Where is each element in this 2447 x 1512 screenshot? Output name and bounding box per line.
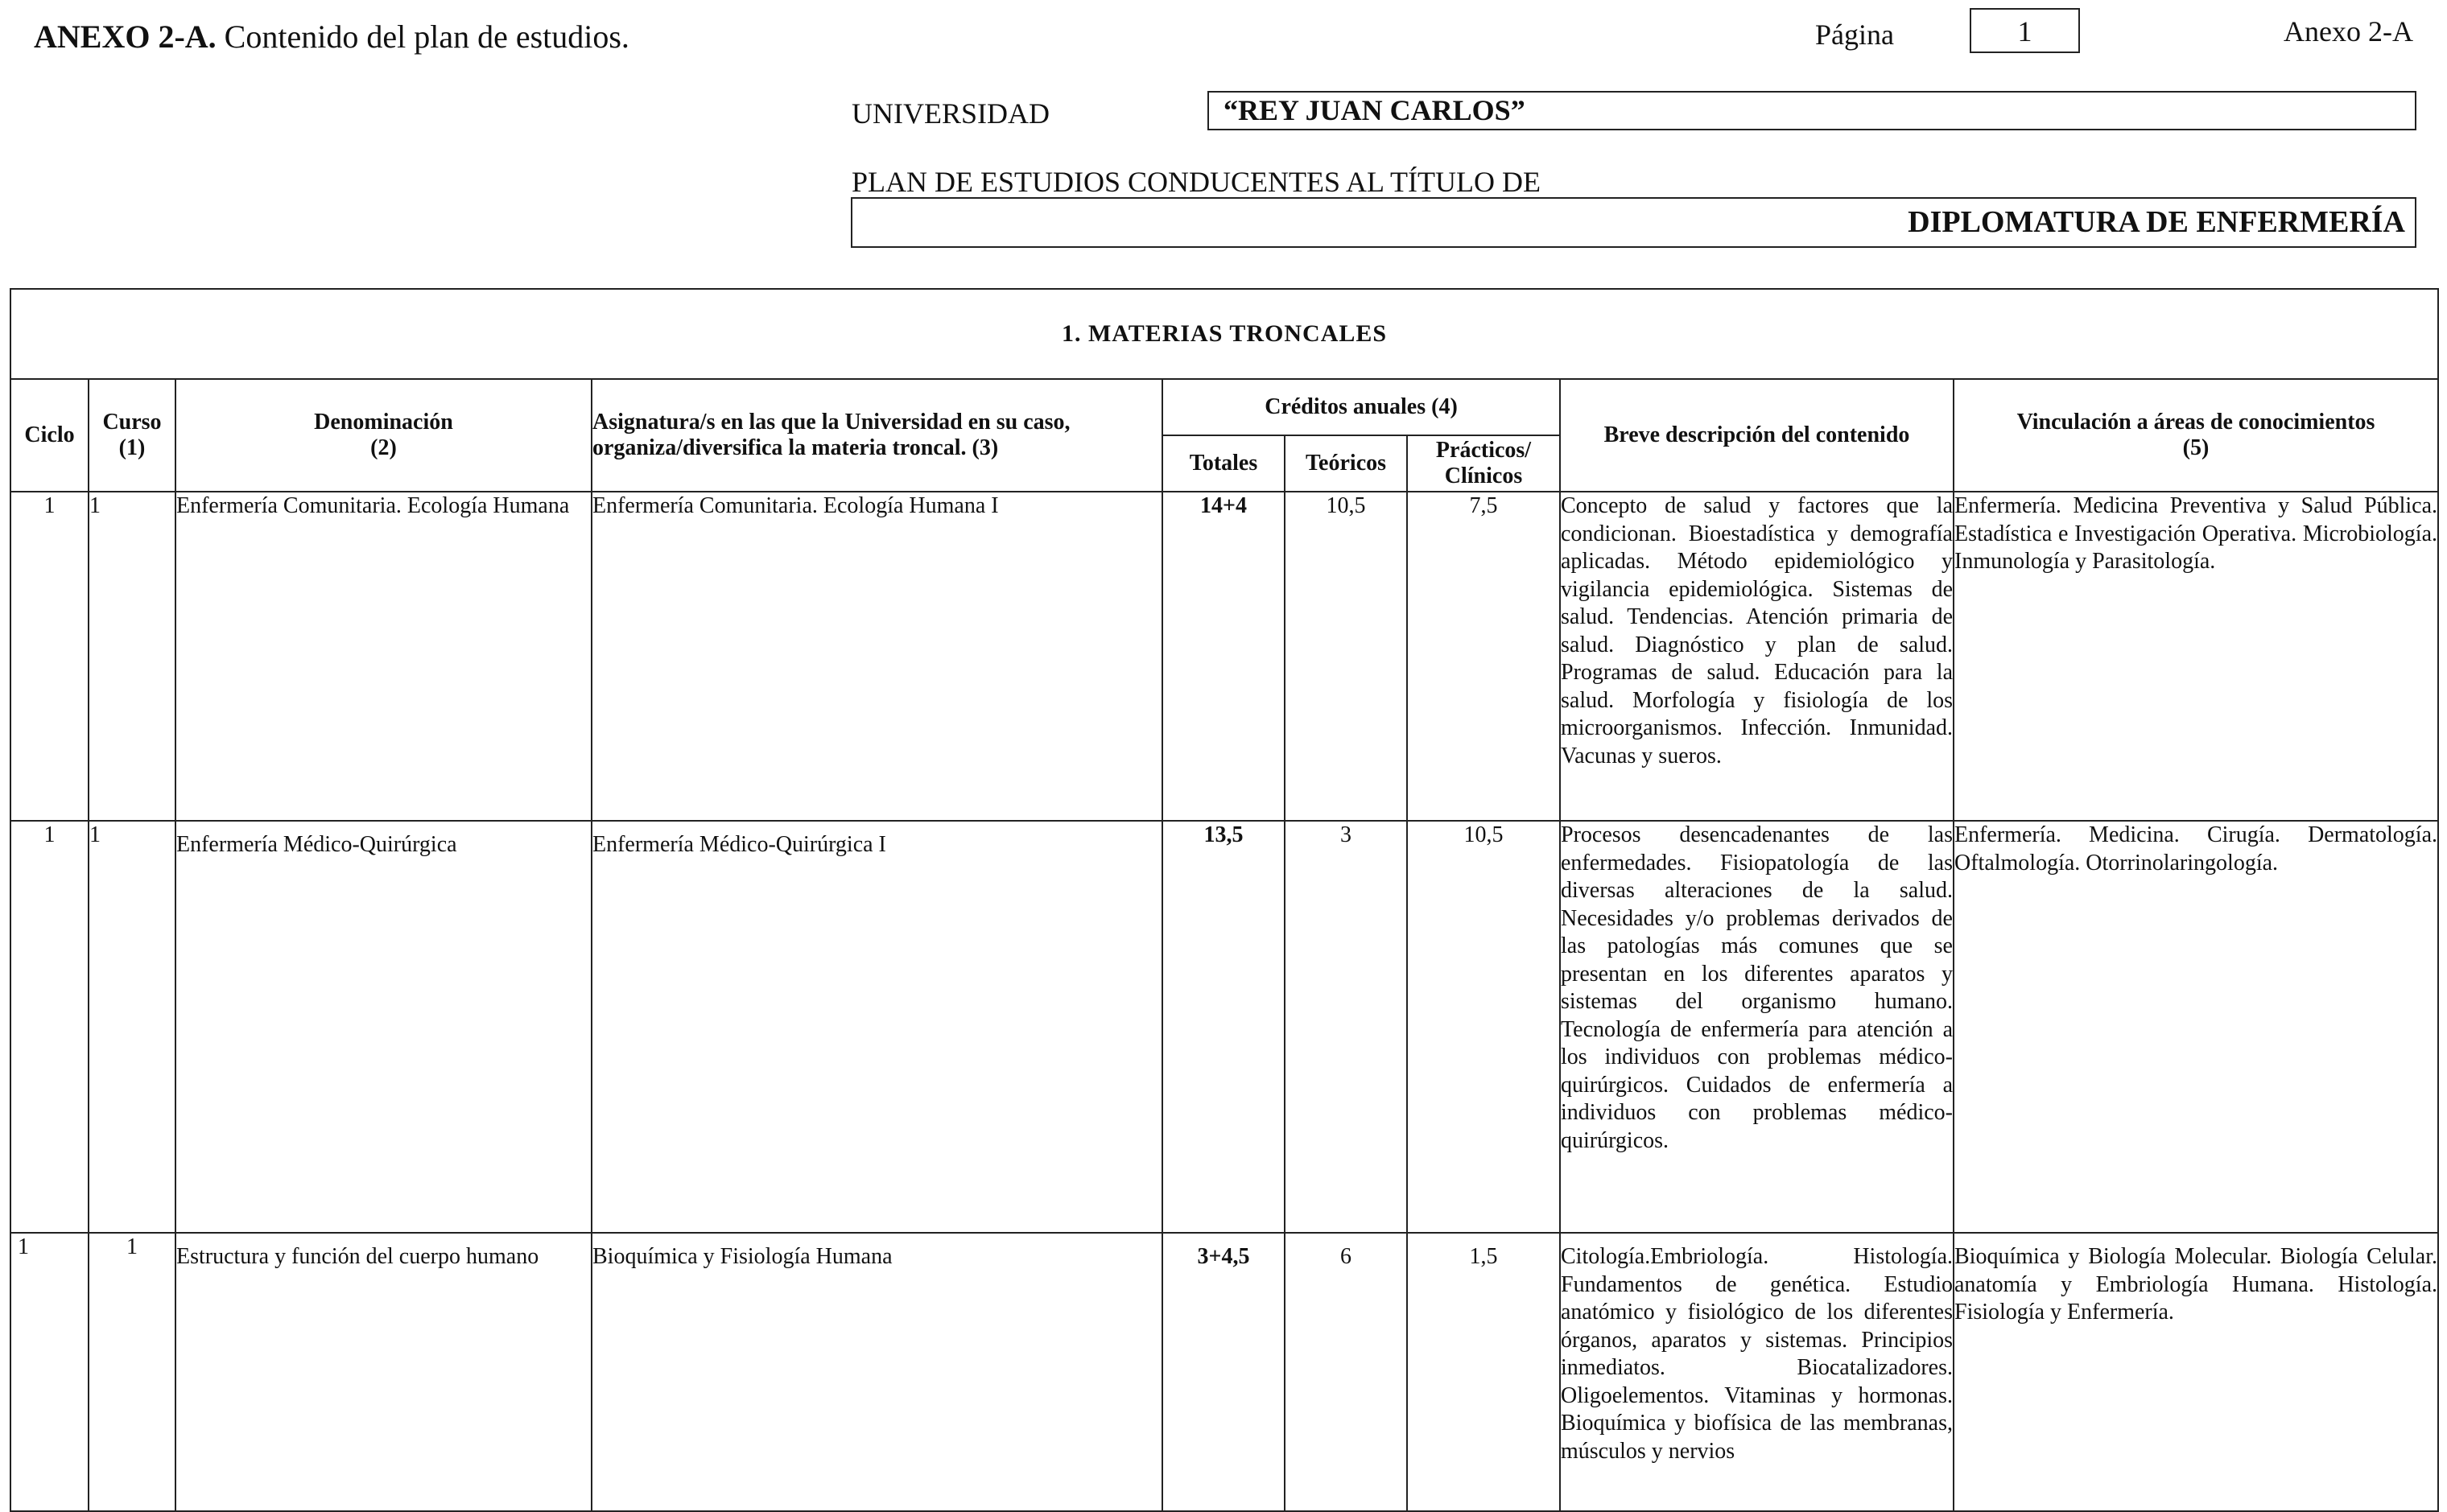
header-totales: Totales bbox=[1162, 435, 1285, 492]
cell-totales: 14+4 bbox=[1162, 492, 1285, 821]
materias-troncales-table bbox=[10, 288, 2439, 1512]
cell-practicos: 10,5 bbox=[1407, 821, 1560, 1233]
cell-vinculacion: Bioquímica y Biología Molecular. Biología Celular. anatomía y Embriología Humana. Histología. Fisiología y Enfermería. bbox=[1954, 1233, 2438, 1511]
document-title bbox=[34, 18, 629, 56]
university-label: UNIVERSIDAD bbox=[852, 97, 1050, 130]
cell-vinculacion: Enfermería. Medicina. Cirugía. Dermatología. Oftalmología. Otorrinolaringología. bbox=[1954, 821, 2438, 1233]
header-denominacion-label: Denominación bbox=[314, 410, 453, 435]
cell-asignatura: Enfermería Médico-Quirúrgica I bbox=[592, 821, 1162, 1233]
header-descripcion: Breve descripción del contenido bbox=[1560, 379, 1954, 492]
header-vinculacion-note: (5) bbox=[2182, 435, 2210, 460]
table-row bbox=[10, 1233, 2438, 1511]
cell-asignatura: Enfermería Comunitaria. Ecología Humana I bbox=[592, 492, 1162, 821]
cell-practicos: 7,5 bbox=[1407, 492, 1560, 821]
section-title: 1. MATERIAS TRONCALES bbox=[10, 289, 2438, 379]
cell-descripcion: Procesos desencadenantes de las enfermedades. Fisiopatología de las diversas alteraciones de la salud. Necesidades y/o problemas derivados de las patologías más comunes que se presentan en los diferentes aparatos y sistemas del organismo humano. Tecnología de enfermería para atención a los individuos con problemas médico-quirúrgicos. Cuidados de enfermería a individuos con problemas médico-quirúrgicos. bbox=[1560, 821, 1954, 1233]
cell-curso: 1 bbox=[89, 1233, 175, 1511]
degree-title-box: DIPLOMATURA DE ENFERMERÍA bbox=[851, 197, 2416, 248]
cell-curso: 1 bbox=[89, 821, 175, 1233]
cell-ciclo: 1 bbox=[10, 821, 89, 1233]
cell-totales: 13,5 bbox=[1162, 821, 1285, 1233]
plan-label: PLAN DE ESTUDIOS CONDUCENTES AL TÍTULO DE bbox=[852, 166, 1541, 198]
header-vinculacion bbox=[1954, 379, 2438, 492]
header-vinculacion-label: Vinculación a áreas de conocimientos bbox=[2016, 410, 2375, 435]
header-curso bbox=[89, 379, 175, 492]
header-denominacion bbox=[175, 379, 592, 492]
cell-teoricos: 3 bbox=[1285, 821, 1407, 1233]
page-number-box: 1 bbox=[1970, 8, 2080, 53]
cell-asignatura: Bioquímica y Fisiología Humana bbox=[592, 1233, 1162, 1511]
page-label: Página bbox=[1815, 19, 1894, 51]
cell-practicos: 1,5 bbox=[1407, 1233, 1560, 1511]
cell-ciclo: 1 bbox=[10, 492, 89, 821]
table-row bbox=[10, 821, 2438, 1233]
cell-denominacion: Enfermería Médico-Quirúrgica bbox=[175, 821, 592, 1233]
cell-descripcion: Concepto de salud y factores que la condicionan. Bioestadística y demografía aplicadas. Método epidemiológico y vigilancia epidemiológica. Sistemas de salud. Tendencias. Atención primaria de salud. Diagnóstico y plan de salud. Programas de salud. Educación para la salud. Morfología y fisiología de los microorganismos. Infección. Inmunidad. Vacunas y sueros. bbox=[1560, 492, 1954, 821]
cell-curso: 1 bbox=[89, 492, 175, 821]
header-curso-label: Curso bbox=[102, 410, 162, 435]
annex-right-label: Anexo 2-A bbox=[2284, 15, 2413, 47]
header-curso-note: (1) bbox=[118, 435, 146, 460]
header-asignaturas: Asignatura/s en las que la Universidad en su caso, organiza/diversifica la materia troncal. (3) bbox=[592, 379, 1162, 492]
cell-denominacion: Enfermería Comunitaria. Ecología Humana bbox=[175, 492, 592, 821]
header-teoricos: Teóricos bbox=[1285, 435, 1407, 492]
header-ciclo: Ciclo bbox=[10, 379, 89, 492]
annex-title: Contenido del plan de estudios. bbox=[224, 19, 629, 55]
university-name-box: “REY JUAN CARLOS” bbox=[1207, 91, 2416, 130]
cell-teoricos: 10,5 bbox=[1285, 492, 1407, 821]
cell-descripcion: Citología.Embriología. Histología. Fundamentos de genética. Estudio anatómico y fisiológico de los diferentes órganos, aparatos y sistemas. Principios inmediatos. Biocatalizadores. Oligoelementos. Vitaminas y hormonas. Bioquímica y biofísica de las membranas, músculos y nervios bbox=[1560, 1233, 1954, 1511]
annex-number: ANEXO 2-A. bbox=[34, 19, 217, 55]
cell-denominacion: Estructura y función del cuerpo humano bbox=[175, 1233, 592, 1511]
cell-ciclo: 1 bbox=[10, 1233, 89, 1511]
header-practicos: Prácticos/ Clínicos bbox=[1407, 435, 1560, 492]
cell-totales: 3+4,5 bbox=[1162, 1233, 1285, 1511]
cell-vinculacion: Enfermería. Medicina Preventiva y Salud Pública. Estadística e Investigación Operativa. Microbiología. Inmunología y Parasitología. bbox=[1954, 492, 2438, 821]
table-row bbox=[10, 492, 2438, 821]
header-creditos: Créditos anuales (4) bbox=[1162, 379, 1560, 435]
header-denominacion-note: (2) bbox=[370, 435, 397, 460]
cell-teoricos: 6 bbox=[1285, 1233, 1407, 1511]
